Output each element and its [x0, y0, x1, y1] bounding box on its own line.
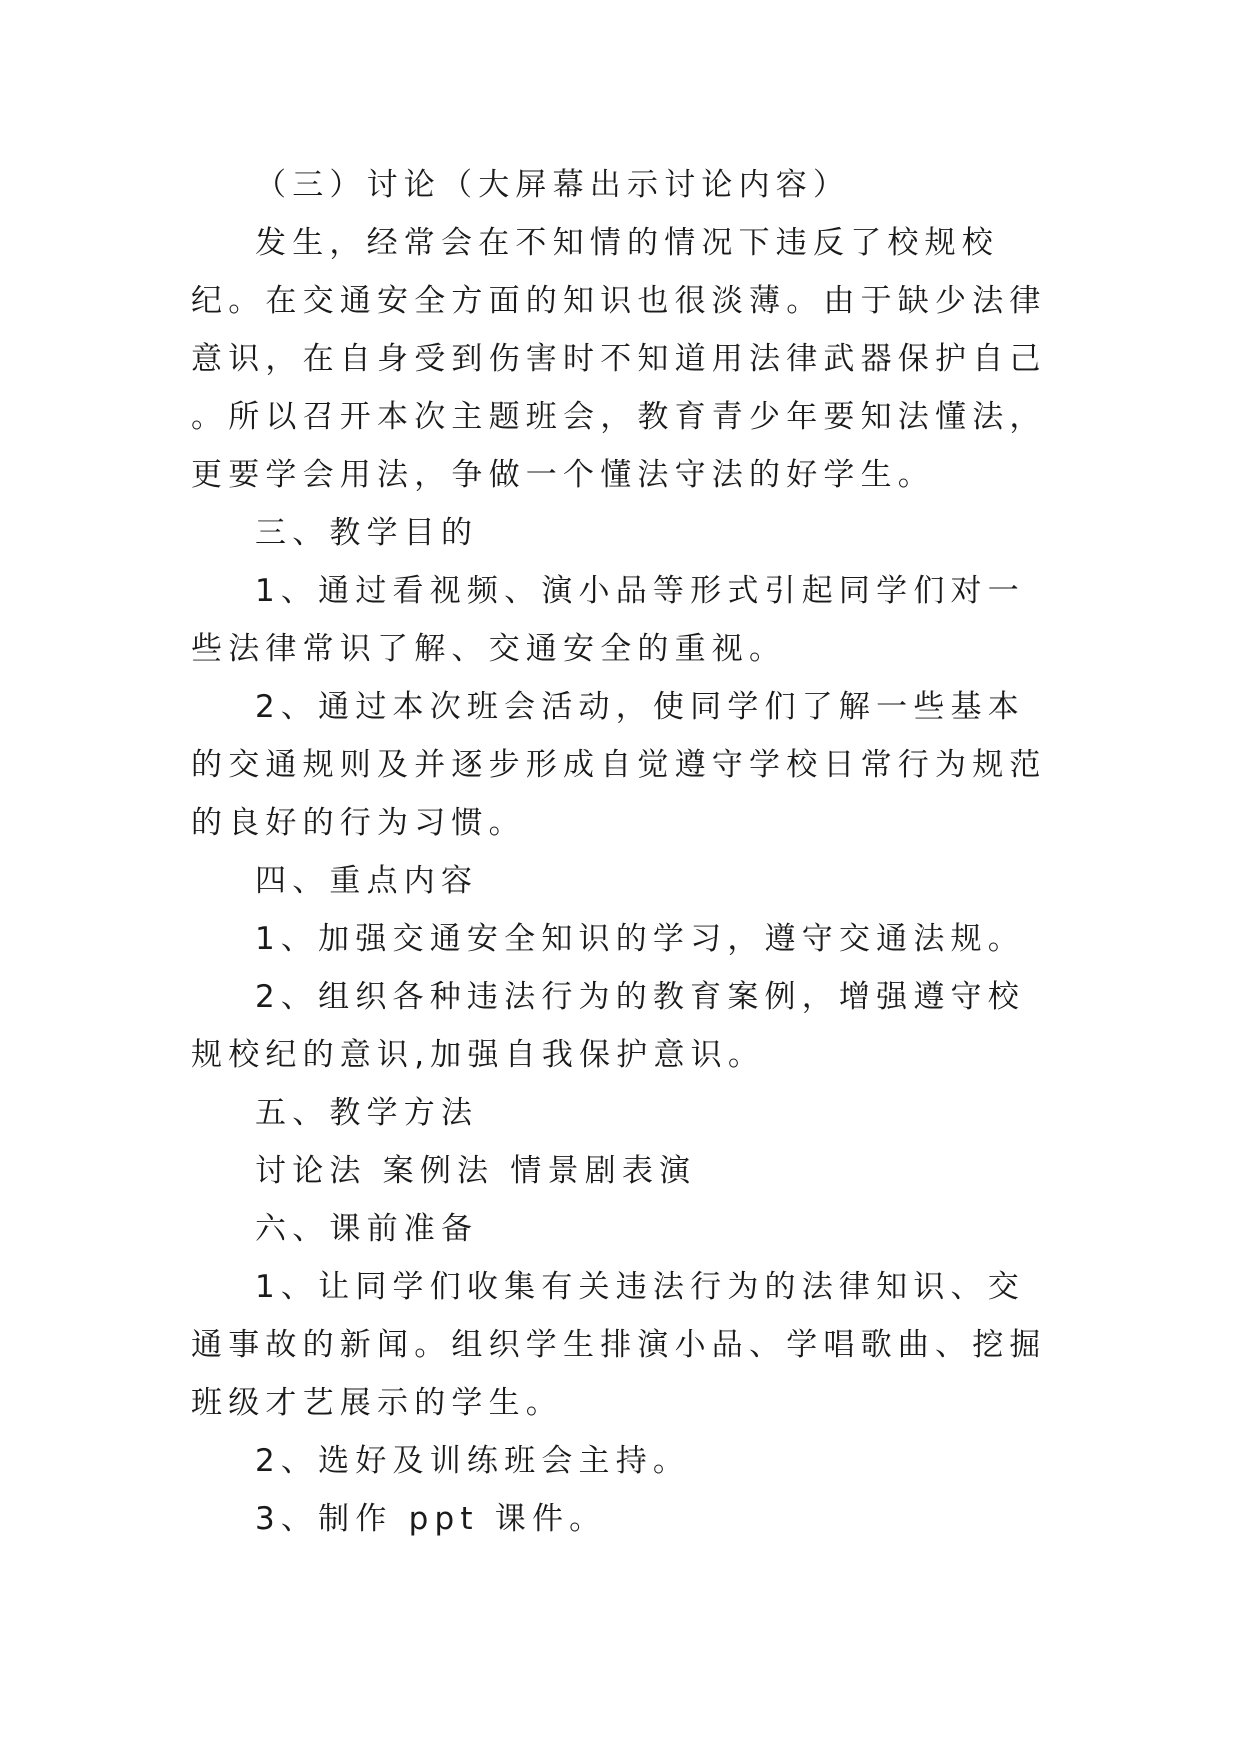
- background-paragraph: 发生，经常会在不知情的情况下违反了校规校纪。在交通安全方面的知识也很淡薄。由于缺少法律意识，在自身受到伤害时不知道用法律武器保护自己 。所以召开本次主题班会，教育青少年要知法懂法，更要学会用法，争做一个懂法守法的好学生。: [191, 225, 1047, 493]
- preparation-item-3: 3、制作 ppt 课件。: [255, 1501, 607, 1537]
- key-content-item-2: 2、组织各种违法行为的教育案例，增强遵守校规校纪的意识,加强自我保护意识。: [191, 979, 1025, 1073]
- teaching-methods-list: 讨论法 案例法 情景剧表演: [255, 1153, 697, 1189]
- key-content-item-1: 1、加强交通安全知识的学习，遵守交通法规。: [255, 921, 1025, 957]
- discussion-heading: （三）讨论（大屏幕出示讨论内容）: [255, 167, 851, 203]
- goal-item-2: 2、通过本次班会活动，使同学们了解一些基本的交通规则及并逐步形成自觉遵守学校日常行为规范的良好的行为习惯。: [191, 689, 1047, 841]
- section-heading-preparation: 六、课前准备: [255, 1211, 479, 1247]
- document-body: [191, 156, 1051, 1548]
- preparation-item-2: 2、选好及训练班会主持。: [255, 1443, 691, 1479]
- section-heading-key-content: 四、重点内容: [255, 863, 479, 899]
- section-heading-teaching-goals: 三、教学目的: [255, 515, 479, 551]
- section-heading-teaching-methods: 五、教学方法: [255, 1095, 479, 1131]
- goal-item-1: 1、通过看视频、演小品等形式引起同学们对一些法律常识了解、交通安全的重视。: [191, 573, 1025, 667]
- preparation-item-1: 1、让同学们收集有关违法行为的法律知识、交通事故的新闻。组织学生排演小品、学唱歌曲、挖掘班级才艺展示的学生。: [191, 1269, 1047, 1421]
